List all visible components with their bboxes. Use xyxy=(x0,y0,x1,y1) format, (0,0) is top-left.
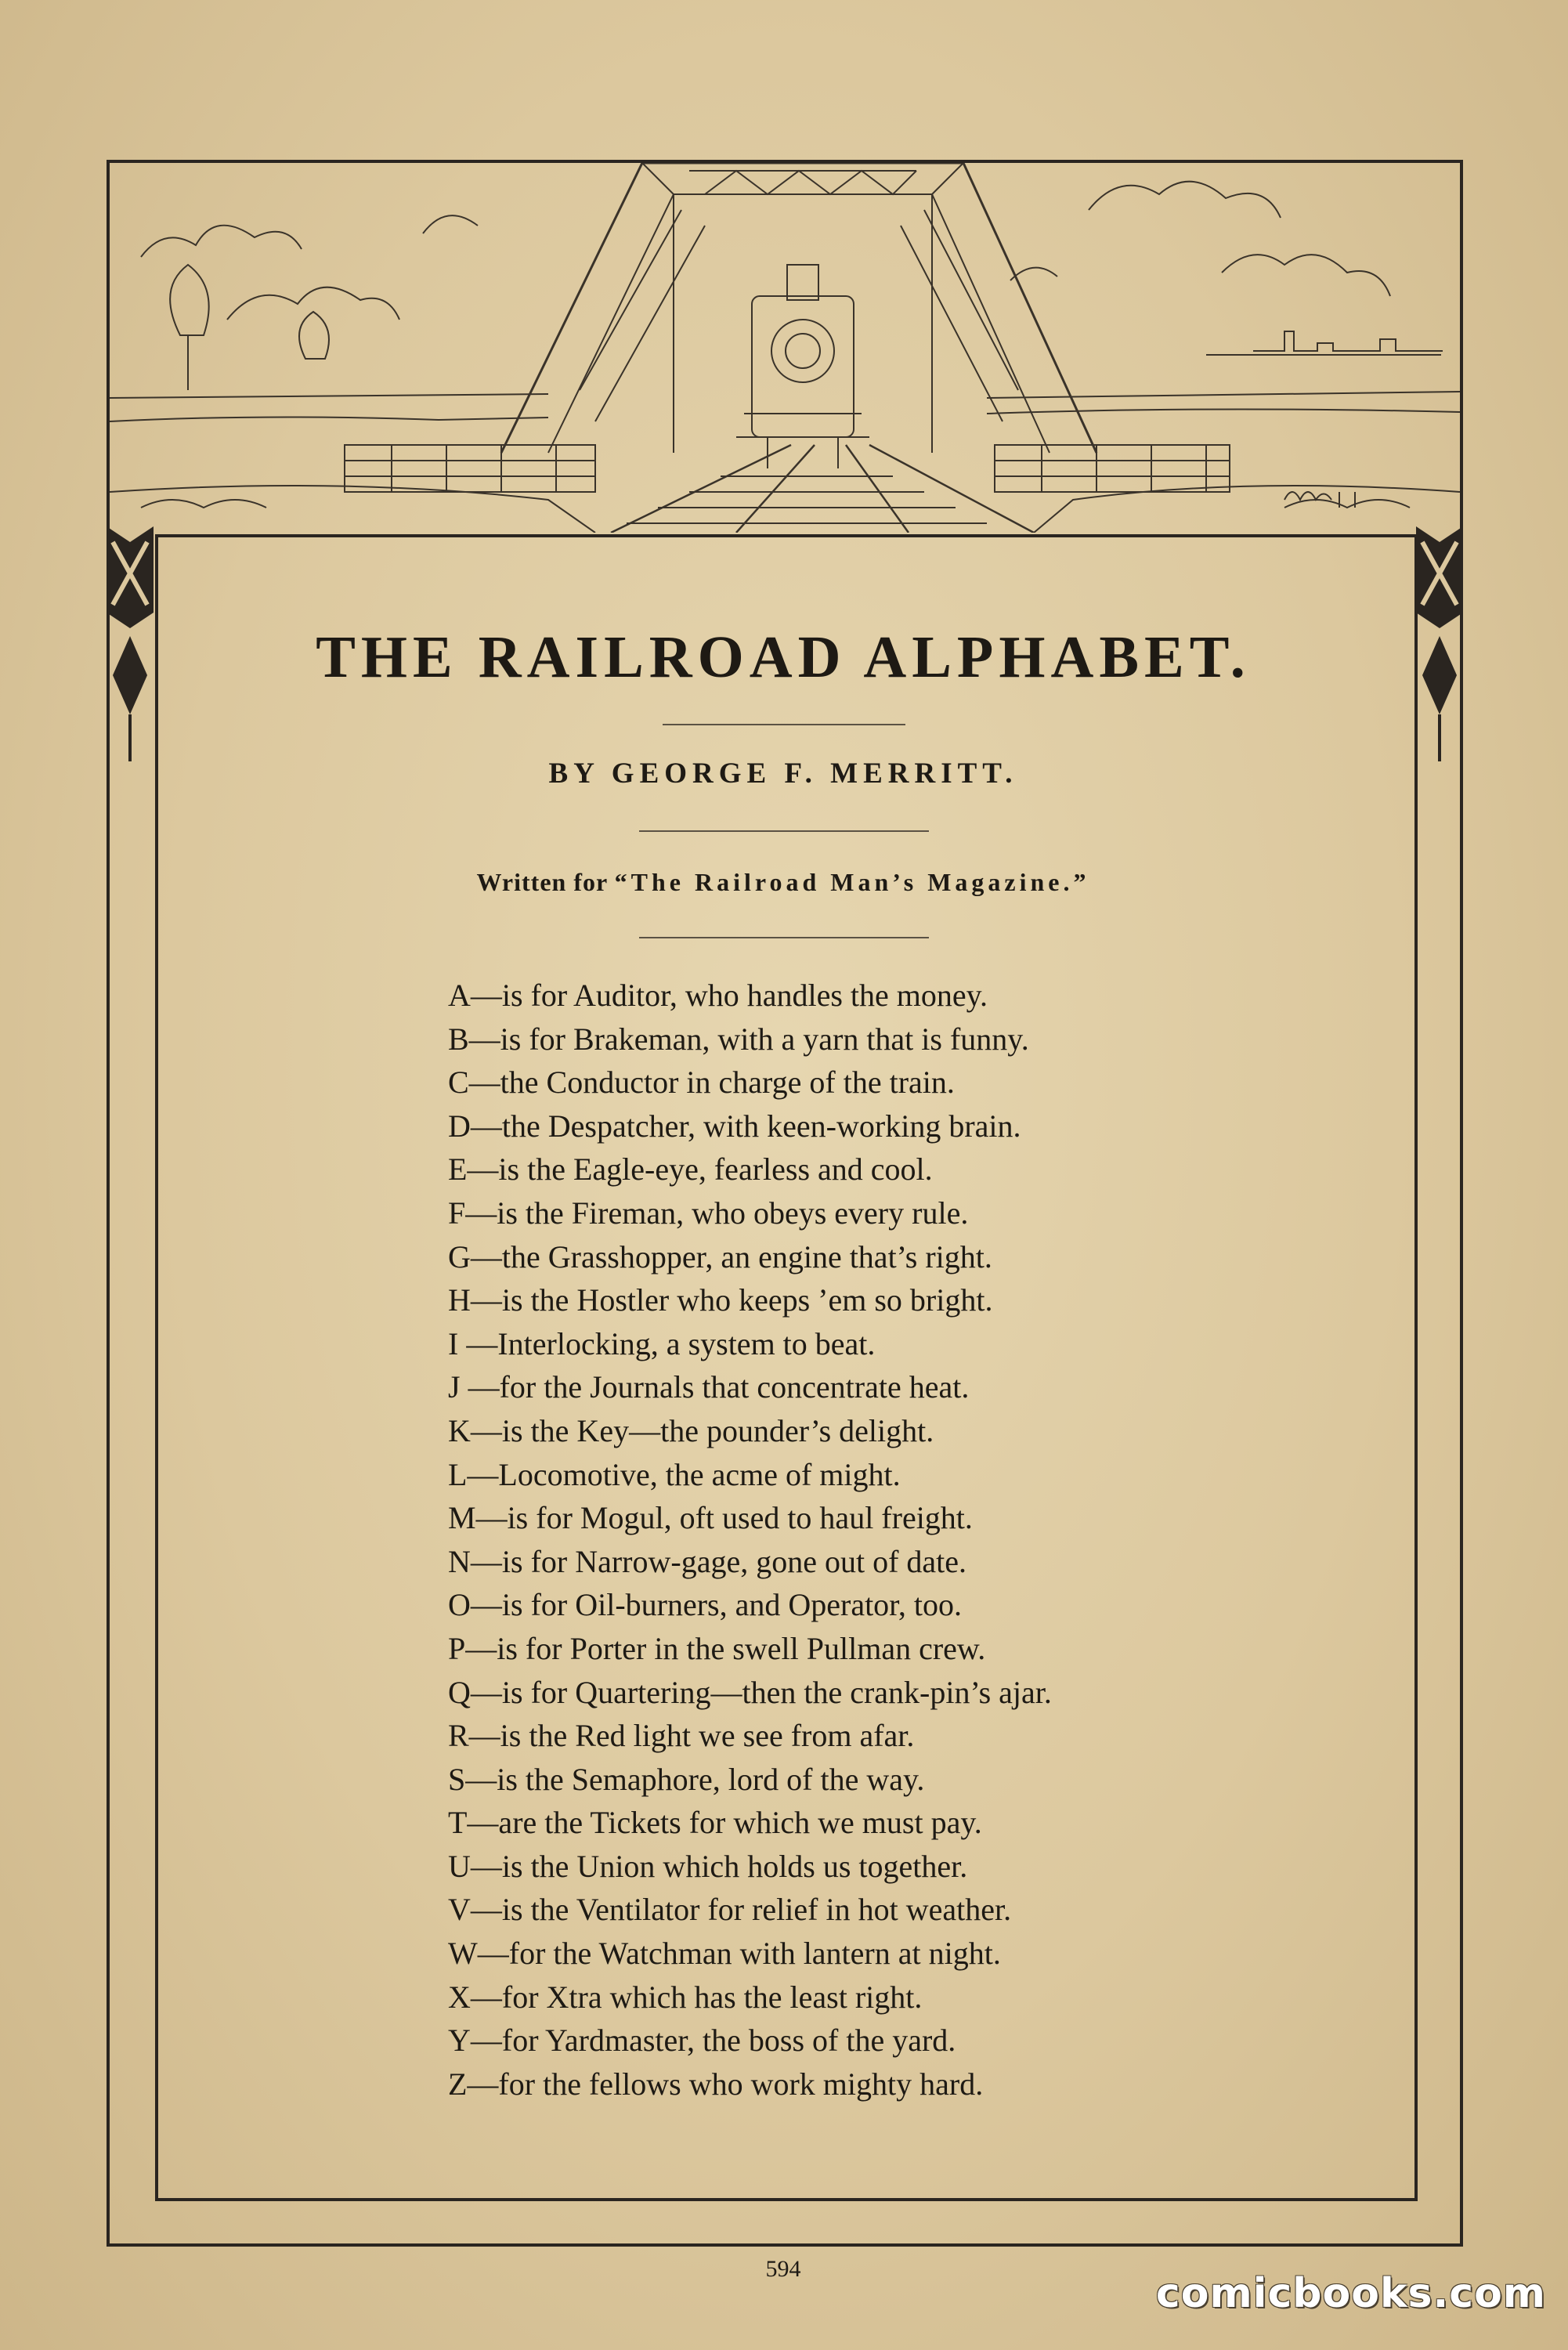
poem-line: K—is the Key—the pounder’s delight. xyxy=(448,1412,934,1448)
poem-line: W—for the Watchman with lantern at night. xyxy=(448,1936,1001,1972)
poem-line: S—is the Semaphore, lord of the way. xyxy=(448,1761,925,1797)
page-number: 594 xyxy=(765,2256,801,2282)
divider xyxy=(663,724,905,725)
train-bridge-illustration xyxy=(110,163,1460,533)
poem-line: J —for the Journals that concentrate heat. xyxy=(448,1369,970,1405)
divider xyxy=(639,830,929,832)
right-ornament-icon xyxy=(1410,526,1469,761)
poem-line: B—is for Brakeman, with a yarn that is funny. xyxy=(448,1021,1029,1057)
poem-line: A—is for Auditor, who handles the money. xyxy=(448,978,988,1013)
poem-line: L—Locomotive, the acme of might. xyxy=(448,1456,901,1492)
poem-line: H—is the Hostler who keeps ’em so bright. xyxy=(448,1282,993,1318)
poem-line: V—is the Ventilator for relief in hot weather. xyxy=(448,1892,1012,1928)
poem-line: E—is the Eagle-eye, fearless and cool. xyxy=(448,1152,933,1188)
divider xyxy=(639,937,929,938)
poem-line: N—is for Narrow-gage, gone out of date. xyxy=(448,1543,967,1579)
byline: BY GEORGE F. MERRITT. xyxy=(548,757,1018,790)
poem-line: T—are the Tickets for which we must pay. xyxy=(448,1805,982,1841)
subtitle xyxy=(157,868,1410,897)
watermark: comicbooks.com xyxy=(1155,2270,1546,2317)
poem-line: U—is the Union which holds us together. xyxy=(448,1848,968,1884)
poem-line: M—is for Mogul, oft used to haul freight. xyxy=(448,1500,973,1536)
left-ornament-icon xyxy=(100,526,160,761)
poem-line: X—for Xtra which has the least right. xyxy=(448,1979,923,2015)
poem-line: D—the Despatcher, with keen-working brain. xyxy=(448,1108,1021,1144)
poem-line: P—is for Porter in the swell Pullman crew. xyxy=(448,1630,986,1666)
poem-line: Y—for Yardmaster, the boss of the yard. xyxy=(448,2023,956,2059)
poem-line: C—the Conductor in charge of the train. xyxy=(448,1065,955,1101)
poem-line: O—is for Oil-burners, and Operator, too. xyxy=(448,1587,963,1623)
page-title: THE RAILROAD ALPHABET. xyxy=(316,624,1251,690)
poem-line: I —Interlocking, a system to beat. xyxy=(448,1325,876,1361)
subtitle-prefix: Written for xyxy=(476,868,615,896)
poem-line: R—is the Red light we see from afar. xyxy=(448,1718,915,1754)
poem xyxy=(448,974,1052,2106)
magazine-name: “The Railroad Man’s Magazine.” xyxy=(614,868,1090,896)
poem-line: G—the Grasshopper, an engine that’s right. xyxy=(448,1238,992,1274)
poem-line: F—is the Fireman, who obeys every rule. xyxy=(448,1195,969,1231)
poem-line: Z—for the fellows who work mighty hard. xyxy=(448,2066,984,2102)
poem-line: Q—is for Quartering—then the crank-pin’s ajar. xyxy=(448,1674,1052,1710)
